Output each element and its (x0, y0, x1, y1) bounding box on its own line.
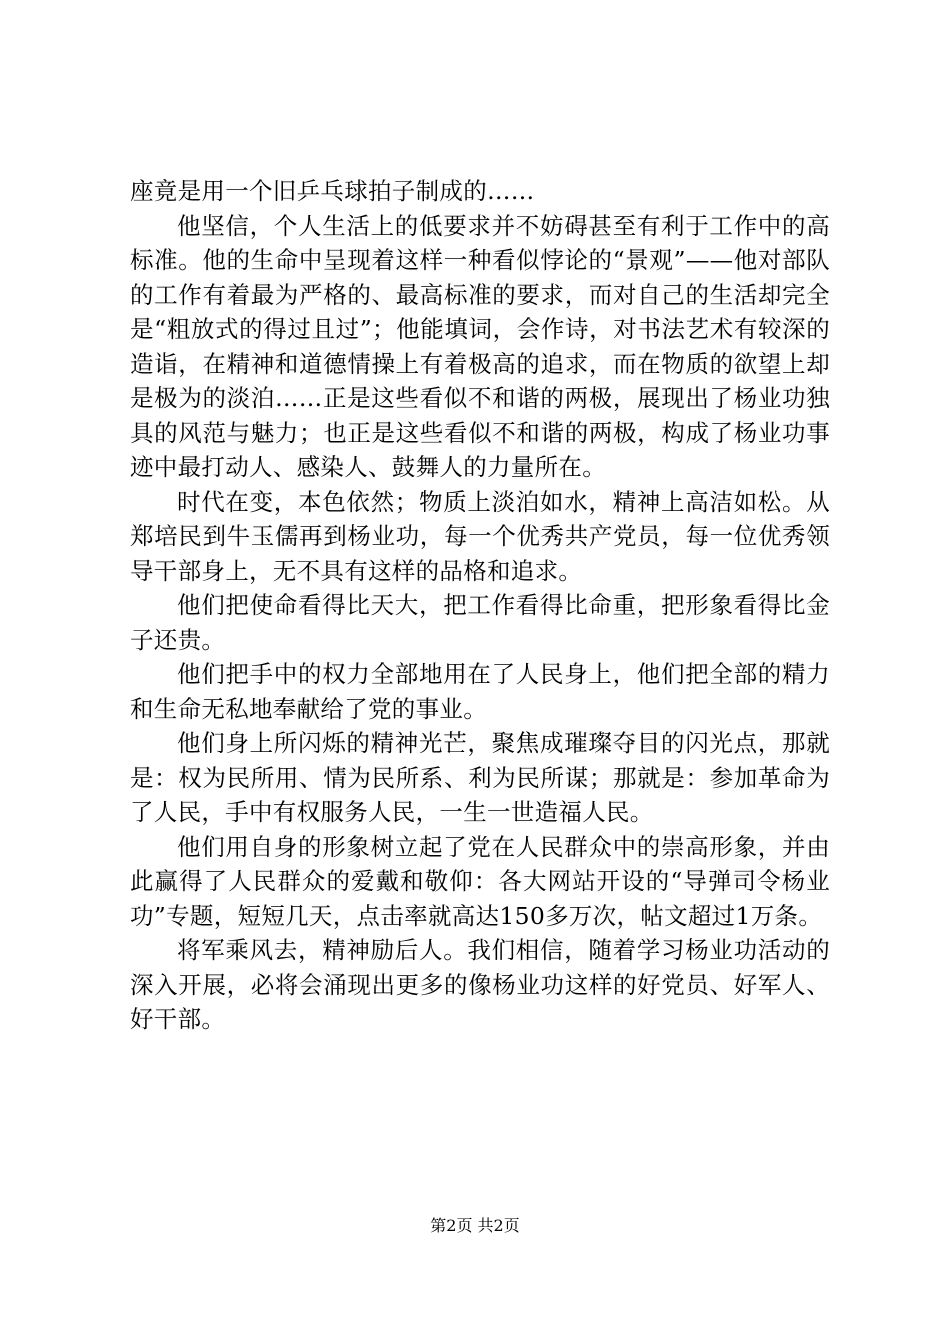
paragraph-6: 他们身上所闪烁的精神光芒，聚焦成璀璨夺目的闪光点，那就是：权为民所用、情为民所系、利为民所谋；那就是：参加革命为了人民，手中有权服务人民，一生一世造福人民。 (130, 729, 830, 826)
paragraph-3: 时代在变，本色依然；物质上淡泊如水，精神上高洁如松。从郑培民到牛玉儒再到杨业功，每一个优秀共产党员，每一位优秀领导干部身上，无不具有这样的品格和追求。 (130, 487, 830, 585)
paragraph-1: 座竟是用一个旧乒乓球拍子制成的…… (130, 177, 535, 205)
paragraph-2: 他坚信，个人生活上的低要求并不妨碍甚至有利于工作中的高标准。他的生命中呈现着这样一种看似悖论的“景观”——他对部队的工作有着最为严格的、最高标准的要求，而对自己的生活却完全是“粗放式的得过且过”；他能填词，会作诗，对书法艺术有较深的造诣，在精神和道德情操上有着极高的追求，而在物质的欲望上却是极为的淡泊……正是这些看似不和谐的两极，展现出了杨业功独具的风范与魅力；也正是这些看似不和谐的两极，构成了杨业功事迹中最打动人、感染人、鼓舞人的力量所在。 (130, 211, 830, 481)
paragraph-8: 将军乘风去，精神励后人。我们相信，随着学习杨业功活动的深入开展，必将会涌现出更多的像杨业功这样的好党员、好军人、好干部。 (130, 936, 830, 1033)
paragraph-4: 他们把使命看得比天大，把工作看得比命重，把形象看得比金子还贵。 (130, 591, 830, 654)
paragraph-7: 他们用自身的形象树立起了党在人民群众中的崇高形象，并由此赢得了人民群众的爱戴和敬仰：各大网站开设的“导弹司令杨业功”专题，短短几天，点击率就高达150多万次，帖文超过1万条。 (130, 832, 830, 930)
page-footer: 第2页 共2页 (430, 1216, 520, 1235)
document-body (130, 174, 830, 1037)
paragraph-5: 他们把手中的权力全部地用在了人民身上，他们把全部的精力和生命无私地奉献给了党的事业。 (130, 660, 830, 723)
